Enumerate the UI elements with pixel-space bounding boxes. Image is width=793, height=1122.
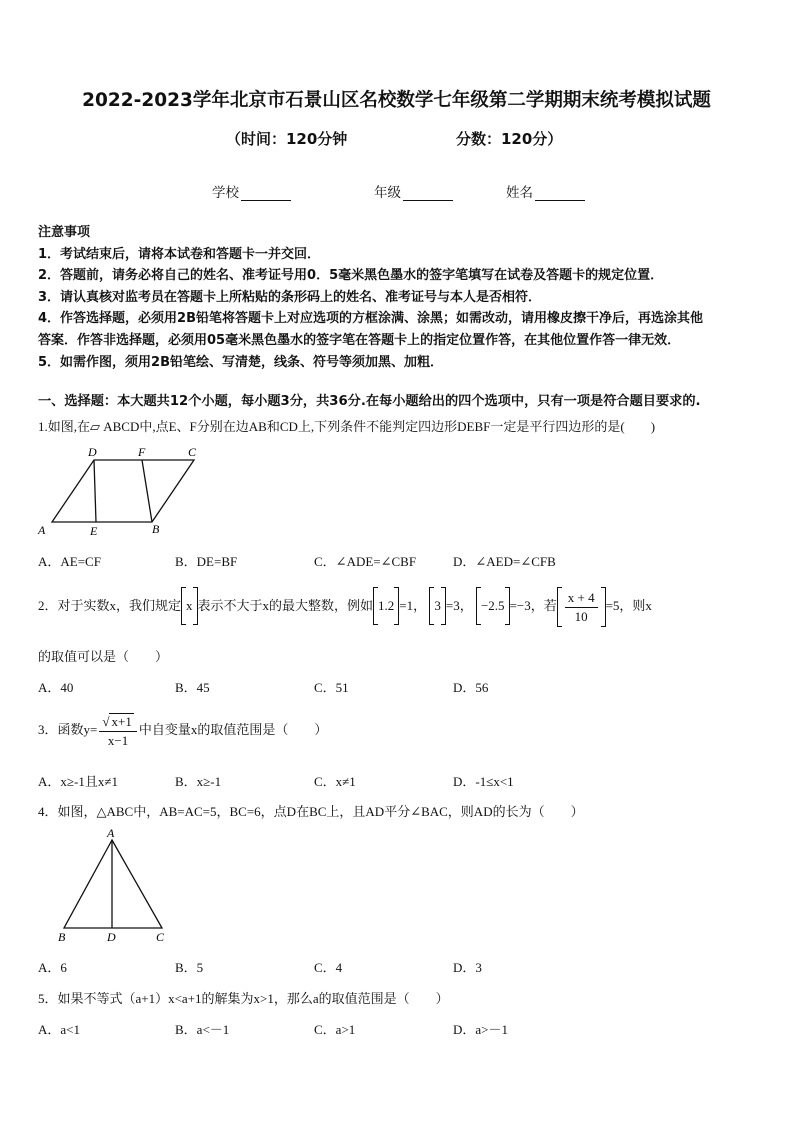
name-blank [535, 186, 585, 201]
q5-option-c[interactable]: C．a>1 [314, 1022, 356, 1037]
q3-option-c[interactable]: C．x≠1 [314, 774, 356, 789]
q1-option-a[interactable]: A．AE=CF [38, 554, 101, 569]
q5-option-b[interactable]: B．a<－1 [175, 1022, 230, 1037]
school-blank [241, 186, 291, 201]
label-c: C [188, 445, 197, 459]
q3-option-a[interactable]: A．x≥-1且x≠1 [38, 774, 118, 789]
note-item: 1．考试结束后，请将本试卷和答题卡一并交回． [38, 246, 321, 262]
question-5-stem: 5．如果不等式（a+1）x<a+1的解集为x>1，那么a的取值范围是（ ） [38, 991, 449, 1006]
label-a: A [107, 826, 115, 840]
q2-text-c: =5，则x [605, 598, 652, 613]
triangle-figure [50, 826, 174, 948]
q5-option-d[interactable]: D．a>－1 [453, 1022, 508, 1037]
q2-ex1-value: =1， [399, 598, 427, 613]
question-2-stem [38, 588, 652, 626]
page-title: 2022-2023学年北京市石景山区名校数学七年级第二学期期末统考模拟试题 [82, 90, 711, 111]
fraction [99, 713, 136, 750]
q3-text-b: 中自变量x的取值范围是（ ） [138, 722, 328, 737]
note-item: 4．作答选择题，必须用2B铅笔将答题卡上对应选项的方框涂满、涂黑；如需改动，请用橡皮擦干净后，再选涂其他 [38, 311, 704, 327]
sqrt-radicand: x+1 [111, 713, 132, 729]
q2-text-b: 表示不大于x的最大整数，例如 [197, 598, 374, 613]
question-4-stem: 4．如图，△ABC中，AB=AC=5，BC=6，点D在BC上，且AD平分∠BAC，则AD的长为（ ） [38, 804, 584, 819]
q3-option-b[interactable]: B．x≥-1 [175, 774, 222, 789]
notes-block [38, 222, 703, 373]
name-label: 姓名 [506, 185, 533, 201]
label-d: D [88, 445, 97, 459]
label-f: F [138, 445, 146, 459]
fraction-numerator: √ x+1 [99, 713, 136, 732]
q2-text-a: 2．对于实数x，我们规定 [38, 598, 182, 613]
floor-bracket-fraction [557, 588, 606, 626]
q4-option-b[interactable]: B．5 [175, 960, 204, 975]
note-item: 3．请认真核对监考员在答题卡上所粘贴的条形码上的姓名、准考证号与本人是否相符． [38, 289, 542, 305]
note-item: 2．答题前，请务必将自己的姓名、准考证号用0．5毫米黑色墨水的签字笔填写在试卷及答题卡的规定位置． [38, 268, 664, 284]
q1-option-c[interactable]: C．∠ADE=∠CBF [314, 554, 417, 569]
fraction-denominator: x−1 [107, 732, 129, 748]
q2-option-d[interactable]: D．56 [453, 680, 489, 695]
school-label: 学校 [212, 185, 239, 201]
exam-time: （时间：120分钟 [226, 130, 348, 148]
exam-score: 分数：120分） [456, 130, 563, 148]
school-field [212, 181, 291, 201]
label-e: E [90, 524, 98, 538]
label-b: B [152, 522, 160, 536]
floor-bracket: 1.2 [373, 588, 399, 624]
q2-ex3-value: =−3，若 [509, 598, 557, 613]
q4-option-a[interactable]: A．6 [38, 960, 67, 975]
q3-text-a: 3．函数y= [38, 722, 98, 737]
fraction-numerator: x + 4 [565, 589, 598, 608]
q4-option-c[interactable]: C．4 [314, 960, 343, 975]
q1-option-b[interactable]: B．DE=BF [175, 554, 238, 569]
question-2-stem-cont: 的取值可以是（ ） [38, 649, 169, 664]
q3-option-d[interactable]: D．-1≤x<1 [453, 774, 514, 789]
label-c: C [156, 930, 165, 944]
question-1-stem: 1.如图,在▱ ABCD中,点E、F分别在边AB和CD上,下列条件不能判定四边形DEBF一定是平行四边形的是( ) [38, 419, 656, 434]
notes-heading: 注意事项 [38, 225, 91, 240]
q2-ex2-value: =3， [445, 598, 473, 613]
grade-blank [403, 186, 453, 201]
label-a: A [38, 523, 46, 537]
q2-option-b[interactable]: B．45 [175, 680, 210, 695]
q2-option-a[interactable]: A．40 [38, 680, 74, 695]
fraction-denominator: 10 [574, 608, 588, 624]
label-b: B [58, 930, 66, 944]
q2-option-c[interactable]: C．51 [314, 680, 349, 695]
grade-field [374, 181, 453, 201]
section-heading: 一、选择题：本大题共12个小题，每小题3分，共36分.在每小题给出的四个选项中，只有一项是符合题目要求的. [38, 394, 701, 409]
question-3-stem [38, 710, 327, 750]
grade-label: 年级 [374, 185, 401, 201]
note-item: 5．如需作图，须用2B铅笔绘、写清楚，线条、符号等须加黑、加粗． [38, 354, 443, 370]
floor-bracket: 3 [429, 588, 446, 624]
parallelogram-figure [34, 444, 214, 540]
floor-bracket: x [181, 588, 198, 624]
label-d: D [107, 930, 116, 944]
note-item: 答案．作答非选择题，必须用05毫米黑色墨水的签字笔在答题卡上的指定位置作答，在其他位置作答一律无效． [38, 332, 681, 348]
name-field [506, 181, 585, 201]
fraction [565, 589, 598, 626]
floor-bracket: −2.5 [476, 588, 510, 624]
q4-option-d[interactable]: D．3 [453, 960, 482, 975]
q5-option-a[interactable]: A．a<1 [38, 1022, 80, 1037]
q1-option-d[interactable]: D．∠AED=∠CFB [453, 554, 556, 569]
